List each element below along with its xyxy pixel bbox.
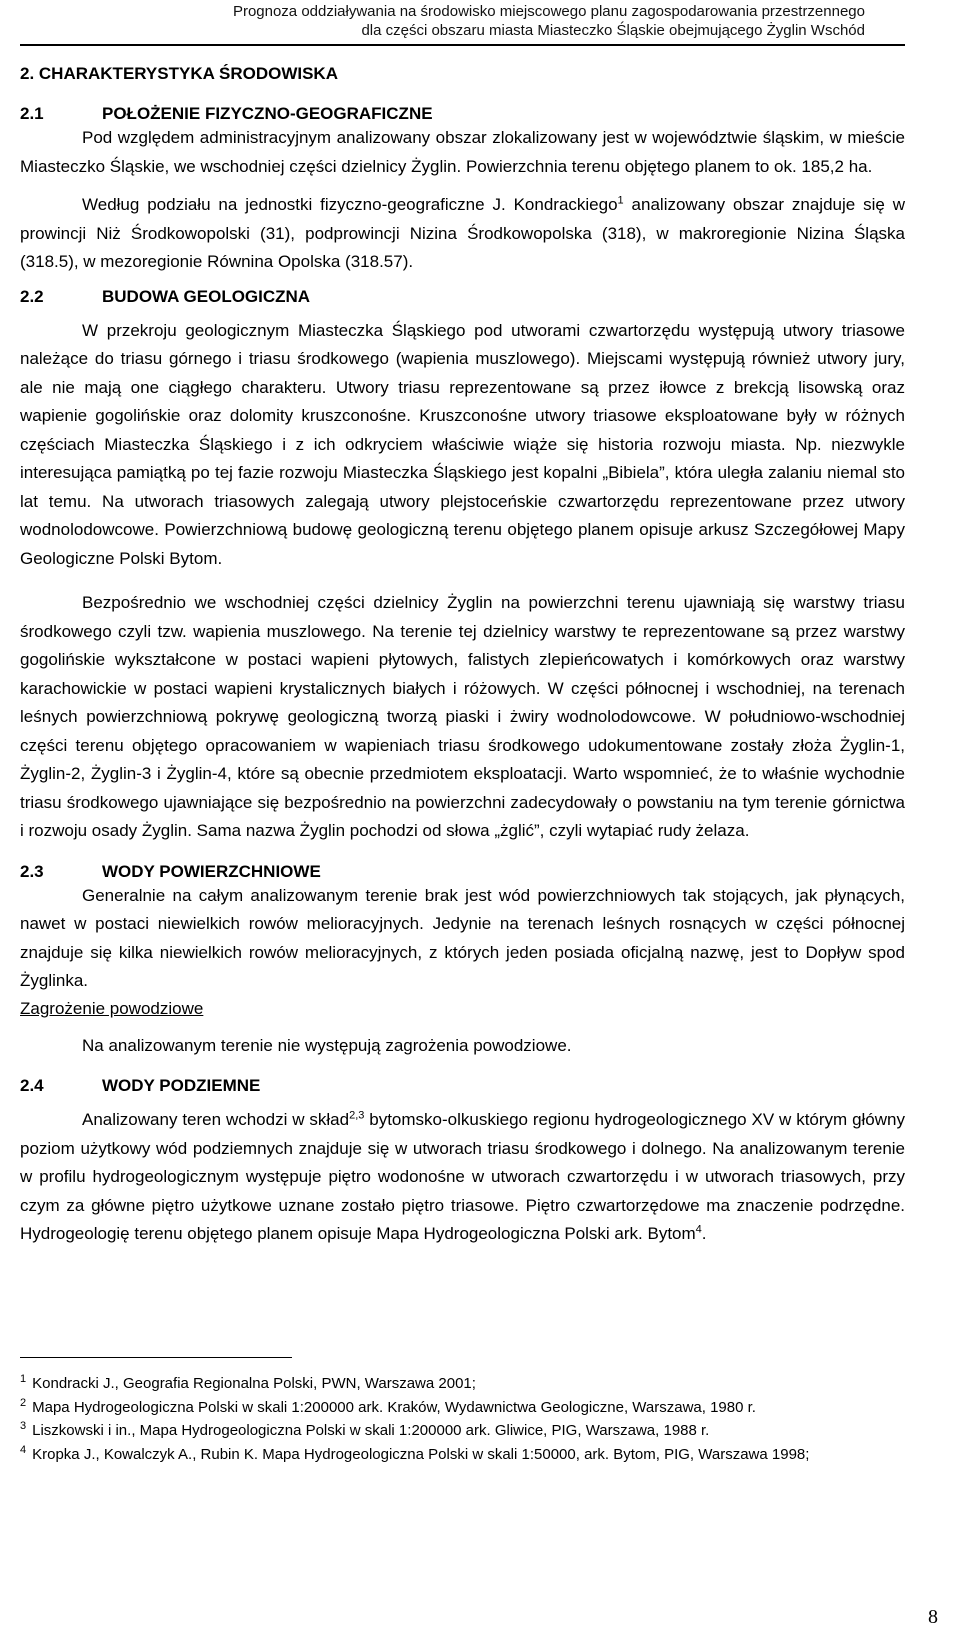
section-number: 2.4: [20, 1076, 44, 1095]
section-title: BUDOWA GEOLOGICZNA: [102, 286, 311, 306]
section-title: WODY POWIERZCHNIOWE: [102, 861, 321, 881]
footnote-ref: 1: [617, 194, 624, 207]
section-number: 2.1: [20, 104, 44, 123]
paragraph: [20, 191, 905, 277]
paragraph: W przekroju geologicznym Miasteczka Śląskiego pod utworami czwartorzędu występują utwory triasowe należące do triasu górnego i triasu środkowego (wapienia muszlowego). Miejscami występują również utwory jury, ale nie mają one ciągłego charakteru. Utwory triasu reprezentowane są przez iłowce z brekcją lisowską oraz wapienie gogolińskie oraz dolomity kruszconośne. Kruszconośne utwory triasowe eksploatowane były w różnych częściach Miasteczka Śląskiego i z ich odkryciem właściwie wiąże się historia rozwoju miasta. Np. niezwykle interesująca pamiątką po tej fazie rozwoju Miasteczka Śląskiego jest kopalni „Bibiela”, która uległa zalaniu niemal sto lat temu. Na utworach triasowych zalegają utwory plejstoceńskie czwartorzędu reprezentowane przez utwory wodnolodowcowe. Powierzchniową budowę geologiczną terenu objętego planem opisuje arkusz Szczegółowej Mapy Geologiczne Polski Bytom.: [20, 320, 905, 568]
header-rule: [20, 44, 905, 46]
header-line-1: Prognoza oddziaływania na środowisko miejscowego planu zagospodarowania przestrzennego: [232, 3, 865, 20]
footnote: [20, 1396, 910, 1420]
footnote-text: Mapa Hydrogeologiczna Polski w skali 1:200000 ark. Kraków, Wydawnictwa Geologiczne, Warszawa, 1980 r.: [32, 1398, 756, 1416]
footnote: [20, 1443, 910, 1467]
footnote-ref: 4: [695, 1223, 702, 1236]
paragraph: Na analizowanym terenie nie występują zagrożenia powodziowe.: [82, 1035, 572, 1055]
text: Analizowany teren wchodzi w skład: [82, 1110, 350, 1129]
paragraph: Generalnie na całym analizowanym terenie brak jest wód powierzchniowych tak stojących, jak płynących, nawet w postaci niewielkich rowów melioracyjnych. Jedynie na terenach leśnych rosnących w części północnej znajduje się kilka niewielkich rowów melioracyjnych, z których jeden posiada oficjalną nazwę, jest to Dopływ spod Żyglinka.: [20, 885, 905, 990]
footnote-rule: [20, 1357, 292, 1358]
section-heading-2-3: [20, 862, 905, 882]
section-title: WODY PODZIEMNE: [102, 1076, 261, 1095]
section-heading-2-4: [20, 1076, 905, 1096]
header-line-2: dla części obszaru miasta Miasteczko Śląskie obejmującego Żyglin Wschód: [361, 22, 865, 39]
footnote: [20, 1372, 910, 1396]
running-header: [233, 2, 865, 40]
paragraph: Pod względem administracyjnym analizowany obszar zlokalizowany jest w województwie śląskim, w mieście Miasteczko Śląskie, we wschodniej części dzielnicy Żyglin. Powierzchnia terenu objętego planem to ok. 185,2 ha.: [20, 128, 905, 176]
text: analizowany obszar znajduje się w prowincji Niż Środkowopolski (31), podprowincji Nizina Środkowopolska (318), w makroregionie Nizina Śląska (318.5), w mezoregionie Równina Opolska (318.57).: [20, 195, 905, 271]
footnotes: [20, 1372, 910, 1466]
text: Według podziału na jednostki fizyczno-geograficzne J. Kondrackiego: [82, 195, 618, 214]
section-title: POŁOŻENIE FIZYCZNO-GEOGRAFICZNE: [102, 104, 433, 123]
paragraph: Bezpośrednio we wschodniej części dzielnicy Żyglin na powierzchni terenu ujawniają się warstwy triasu środkowego czyli tzw. wapienia muszlowego. Na terenie tej dzielnicy warstwy te reprezentowane są przez warstwy gogolińskie wykształcone w postaci wapieni płytowych, falistych zlepieńcowatych i komórkowych oraz warstwy karachowickie w postaci wapieni krystalicznych białych i różowych. W części północnej i wschodniej, na terenach leśnych powierzchniową pokrywę geologiczną tworzą piaski i żwiry wodnolodowcowe. W południowo-wschodniej części terenu objętego opracowaniem w wapieniach triasu środkowego udokumentowane zostały złoża Żyglin-1, Żyglin-2, Żyglin-3 i Żyglin-4, które są obecnie przedmiotem eksploatacji. Warto wspomnieć, że to właśnie wychodnie triasu środkowego ujawniające się bezpośrednio na powierzchni zadecydowały o powstaniu na tym terenie górnictwa i rozwoju osady Żyglin. Sama nazwa Żyglin pochodzi od słowa „żglić”, czyli wytapiać rudy żelaza.: [20, 593, 905, 840]
section-heading-2-2: [20, 287, 905, 307]
chapter-title: 2. CHARAKTERYSTYKA ŚRODOWISKA: [20, 64, 338, 83]
footnote-ref: 2,3: [349, 1109, 365, 1122]
paragraph: [20, 1106, 905, 1249]
text: .: [701, 1224, 707, 1243]
footnote-number: 2: [20, 1396, 27, 1409]
footnote-number: 1: [20, 1373, 27, 1385]
footnote-number: 4: [20, 1443, 27, 1456]
footnote-number: 3: [20, 1420, 27, 1432]
footnote: [20, 1419, 910, 1443]
page-number: 8: [928, 1606, 938, 1628]
page-content: [20, 64, 905, 1249]
section-heading-2-1: [20, 104, 905, 124]
section-number: 2.2: [20, 286, 44, 306]
footnote-text: Kondracki J., Geografia Regionalna Polski, PWN, Warszawa 2001;: [32, 1375, 476, 1392]
section-number: 2.3: [20, 861, 44, 881]
footnote-text: Liszkowski i in., Mapa Hydrogeologiczna Polski w skali 1:200000 ark. Gliwice, PIG, Warszawa, 1988 r.: [32, 1422, 710, 1439]
subheading-flood-risk: Zagrożenie powodziowe: [20, 998, 204, 1018]
text: bytomsko-olkuskiego regionu hydrogeologicznego XV w którym główny poziom użytkowy wód podziemnych znajduje się w utworach triasu środkowego i dolnego. Na analizowanym terenie w profilu hydrogeologicznym występuje piętro wodonośne w utworach czwartorzędu i w utworach triasowych, przy czym za główne piętro użytkowe uznane zostało piętro triasowe. Piętro czwartorzędowe ma znaczenie podrzędne. Hydrogeologię terenu objętego planem opisuje Mapa Hydrogeologiczna Polski ark. Bytom: [20, 1110, 905, 1243]
footnote-text: Kropka J., Kowalczyk A., Rubin K. Mapa Hydrogeologiczna Polski w skali 1:50000, ark. Bytom, PIG, Warszawa 1998;: [32, 1445, 810, 1463]
